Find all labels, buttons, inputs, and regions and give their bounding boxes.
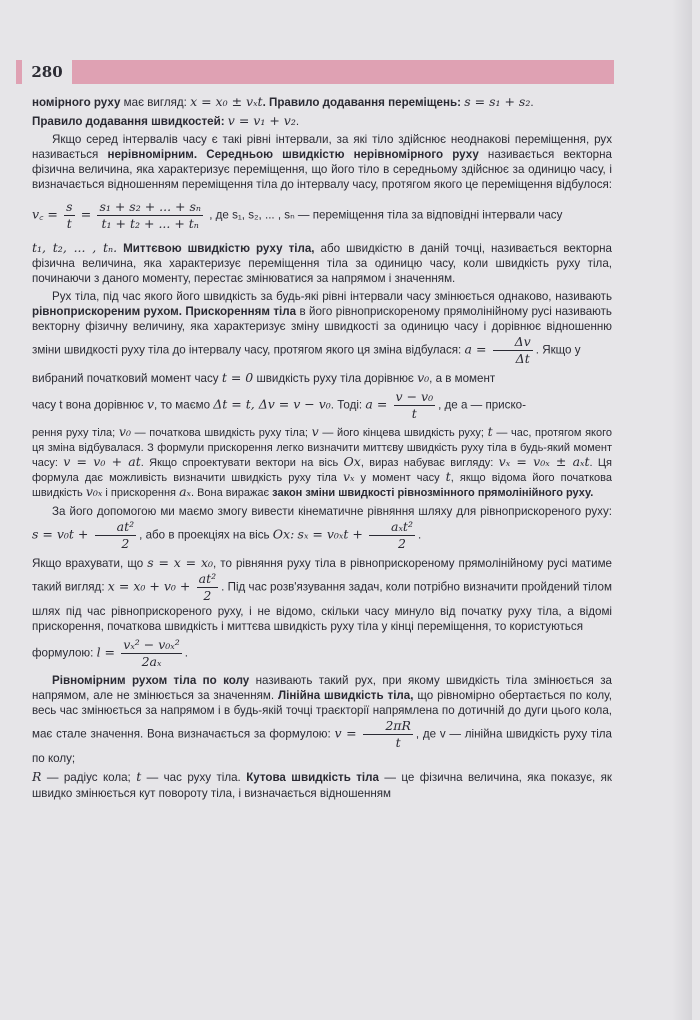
text: в його рівноприскореному прямолінійному русі називають векторну фізичну величину, яка характеризує зміну швидкості за одиницю часу і дорівнює відношенню зміни швидкості руху тіла до інтервалу часу, протягом якого ця зміна відбулася: <box>32 304 612 357</box>
formula-lhs: a = <box>365 396 388 412</box>
term-circular-motion: Рівномірним рухом тіла по колу <box>52 674 250 688</box>
text: , то маємо <box>154 398 214 412</box>
rule-velocity-addition: Правило додавання швидкостей: <box>32 115 225 129</box>
formula: vₓ <box>342 469 355 485</box>
page-number: 280 <box>22 60 72 84</box>
text: . <box>417 528 422 542</box>
denominator: Δt <box>515 351 530 367</box>
text: — час, протягом якого ця зміна відбувалася. З формули прискорення легко визначити миттєву швидкість руху тіла в будь-який момент часу: <box>32 427 613 469</box>
paragraph-6 <box>32 370 612 386</box>
formula-coordinate: x = x₀ ± vₓt <box>190 94 263 109</box>
formula-lhs: v꜀ = <box>32 206 58 222</box>
formula: Δt = t, Δv = v − v₀ <box>213 396 331 412</box>
paragraph-11 <box>32 637 612 670</box>
term-instant-speed: Миттєвою швидкістю руху тіла, <box>117 241 315 255</box>
numerator: Δv <box>493 334 533 351</box>
text: називають такий рух, при якому швидкість тіла змінюється за напрямом, але не змінюється за значенням. <box>32 674 612 703</box>
formula: Ox <box>343 453 361 469</box>
fraction <box>197 571 219 604</box>
numerator: v − v₀ <box>395 389 434 405</box>
text: і прискорення <box>102 487 180 500</box>
text: , де v — лінійна швидкість руху тіла по колу; <box>32 727 612 766</box>
fraction <box>363 718 413 751</box>
formula: t = 0 <box>221 370 254 386</box>
text: Якщо врахувати, що <box>32 556 148 570</box>
text: . Вона виражає <box>190 487 273 500</box>
text: часу t вона дорівнює <box>32 398 147 412</box>
text: — це фізична величина, яка показує, як швидко змінюється кут повороту тіла, і визначається відношенням <box>32 771 612 800</box>
text: . Якщо у <box>535 343 581 357</box>
formula: v <box>146 396 154 412</box>
paragraph-13 <box>32 769 612 800</box>
denominator: 2aₓ <box>141 654 162 670</box>
text: — його кінцева швидкість руху; <box>318 427 488 440</box>
text: , вираз набуває вигляду: <box>360 456 499 469</box>
text: що рівномірно обертається по колу, весь час змінюється за напрямом і в будь-якій точці траєкторії напрямлена по дотичній до дуги цього кола, має стале значення. Вона визначається за формулою: <box>32 689 612 741</box>
paragraph-1 <box>32 94 612 110</box>
numerator: s₁ + s₂ + ... + sₙ <box>99 198 201 214</box>
formula-explanation: , де s₁, s₂, ... , sₙ — переміщення тіла за відповідні інтервали часу <box>209 208 563 222</box>
formula: aₓ <box>179 484 191 500</box>
text: , де a — приско- <box>438 398 526 412</box>
paragraph-10 <box>32 555 612 634</box>
formula-lhs: x = x₀ + v₀ + <box>107 578 191 594</box>
page-edge <box>672 0 692 1020</box>
text: . Якщо спроектувати вектори на вісь <box>140 456 344 469</box>
term-uniform-acceleration: рівноприскореним рухом. Прискоренням тіла <box>32 304 297 318</box>
text: рення руху тіла; <box>32 427 119 440</box>
text: формулою: <box>32 646 94 660</box>
fraction <box>97 199 203 232</box>
text: . Ця формула дає можливість визначити швидкість руху тіла <box>32 456 612 485</box>
text: , а в момент <box>429 372 496 386</box>
paragraph-8 <box>32 425 612 500</box>
formula: t <box>445 469 451 485</box>
formula: v <box>311 424 319 440</box>
text: , або в проекціях на вісь <box>139 528 270 542</box>
text: називається векторна фізична величина, яка характеризує переміщення, що його тіло в середньому здійснює за одиницю часу, і визначається відношенням переміщення тіла до інтервалу часу, протягом якого це переміщення відбулося: <box>32 148 612 192</box>
formula: t <box>487 424 493 440</box>
text: Якщо серед інтервалів часу є такі рівні інтервали, за які тіло здійснює неоднакові переміщення, рух називається <box>32 133 612 162</box>
fraction <box>95 519 137 552</box>
formula-lhs: a = <box>464 341 487 357</box>
text: вибраний початковий момент часу <box>32 372 222 386</box>
fraction <box>64 199 74 232</box>
fraction <box>493 334 533 367</box>
text: , якщо відома його початкова швидкість <box>32 472 612 500</box>
denominator: 2 <box>203 587 212 603</box>
formula-lhs: v = <box>334 725 357 741</box>
text: . Тоді: <box>330 398 363 412</box>
formula-lhs: l = <box>96 644 116 660</box>
text: має вигляд: <box>120 96 191 109</box>
text: або швидкістю в даній точці, називається векторна фізична величина, яка характеризує переміщення тіла за одиницю часу, коли швидкість руху тіла, починаючи з даного моменту, перестає змінюватися за напрямом і значенням. <box>32 241 612 285</box>
text: За його допомогою ми маємо змогу вивести кінематичне рівняння шляху для рівноприскореного руху: <box>52 504 612 518</box>
equals-sign: = <box>80 206 92 222</box>
term-uniform-motion: номірного руху <box>32 96 121 109</box>
paragraph-9 <box>32 504 612 552</box>
formula-average-velocity <box>32 199 612 232</box>
formula: s = x = x₀ <box>147 554 213 570</box>
text: , то рівняння руху тіла в рівноприскореному прямолінійному русі матиме такий вигляд: <box>32 556 612 594</box>
rule-displacement-addition: . Правило додавання переміщень: <box>262 96 461 109</box>
formula-velocity-sum: v = v₁ + v₂ <box>227 113 296 129</box>
formula: R <box>32 769 42 785</box>
text: швидкість руху тіла дорівнює <box>253 372 418 386</box>
formula-axis: Ox: <box>272 526 295 542</box>
text: . Під час розв'язування задач, коли потрібно визначити пройдений тілом шлях під час рівноприскореного руху, і не відомо, скільки часу минуло від початку руху тіла, а відомі прискорення, початкова швидкість і миттєва швидкість руху тіла у кінці переміщення, то користуються <box>32 580 612 633</box>
formula: vₓ = v₀ₓ ± aₓt <box>498 453 590 469</box>
formula: v₀ <box>417 370 430 386</box>
paragraph-4 <box>32 240 612 286</box>
text: у момент часу <box>354 472 446 485</box>
term-angular-speed: Кутова швидкість тіла <box>246 771 379 785</box>
formula-displacement-sum: s = s₁ + s₂ <box>464 94 531 109</box>
text-body <box>32 94 612 804</box>
numerator: 2πR <box>363 718 413 735</box>
fraction <box>394 389 436 422</box>
formula-intervals: t₁, t₂, ... , tₙ. <box>32 239 118 255</box>
paragraph-5 <box>32 289 612 367</box>
numerator: vₓ² − v₀ₓ² <box>123 637 180 653</box>
paragraph-12 <box>32 673 612 766</box>
fraction <box>121 637 181 670</box>
denominator: 2 <box>121 535 130 551</box>
formula: t <box>136 769 142 785</box>
text: . <box>295 115 300 129</box>
paragraph-7 <box>32 389 612 422</box>
formula: v = v₀ + at <box>63 453 141 469</box>
numerator: aₓt² <box>369 519 415 536</box>
formula-lhs: sₓ = v₀ₓt + <box>297 526 363 542</box>
denominator: t <box>395 735 401 751</box>
formula-lhs: s = v₀t + <box>32 526 89 542</box>
formula: v₀ <box>118 424 131 440</box>
paragraph-3 <box>32 132 612 192</box>
denominator: t <box>411 406 417 422</box>
denominator: t <box>66 215 72 231</box>
denominator: 2 <box>398 535 406 551</box>
header-bar <box>16 60 614 84</box>
numerator: s <box>66 198 73 214</box>
term-velocity-law: закон зміни швидкості рівнозмінного прямолінійного руху. <box>272 487 594 500</box>
text: . <box>530 96 534 109</box>
numerator: at² <box>198 570 217 586</box>
denominator: t₁ + t₂ + ... + tₙ <box>101 215 199 231</box>
term-average-speed: нерівномірним. Середньою швидкістю нерівномірного руху <box>107 148 479 162</box>
text: — початкова швидкість руху тіла; <box>130 427 312 440</box>
text: — час руху тіла. <box>141 771 247 785</box>
formula: v₀ₓ <box>85 484 103 500</box>
text: Рух тіла, під час якого його швидкість за будь-які рівні інтервали часу змінюється однаково, називають <box>52 289 612 303</box>
text: . <box>184 646 188 660</box>
term-linear-speed: Лінійна швидкість тіла, <box>278 689 414 703</box>
text: — радіус кола; <box>41 771 137 785</box>
fraction <box>369 519 415 552</box>
numerator: at² <box>95 519 137 536</box>
paragraph-2 <box>32 113 612 129</box>
